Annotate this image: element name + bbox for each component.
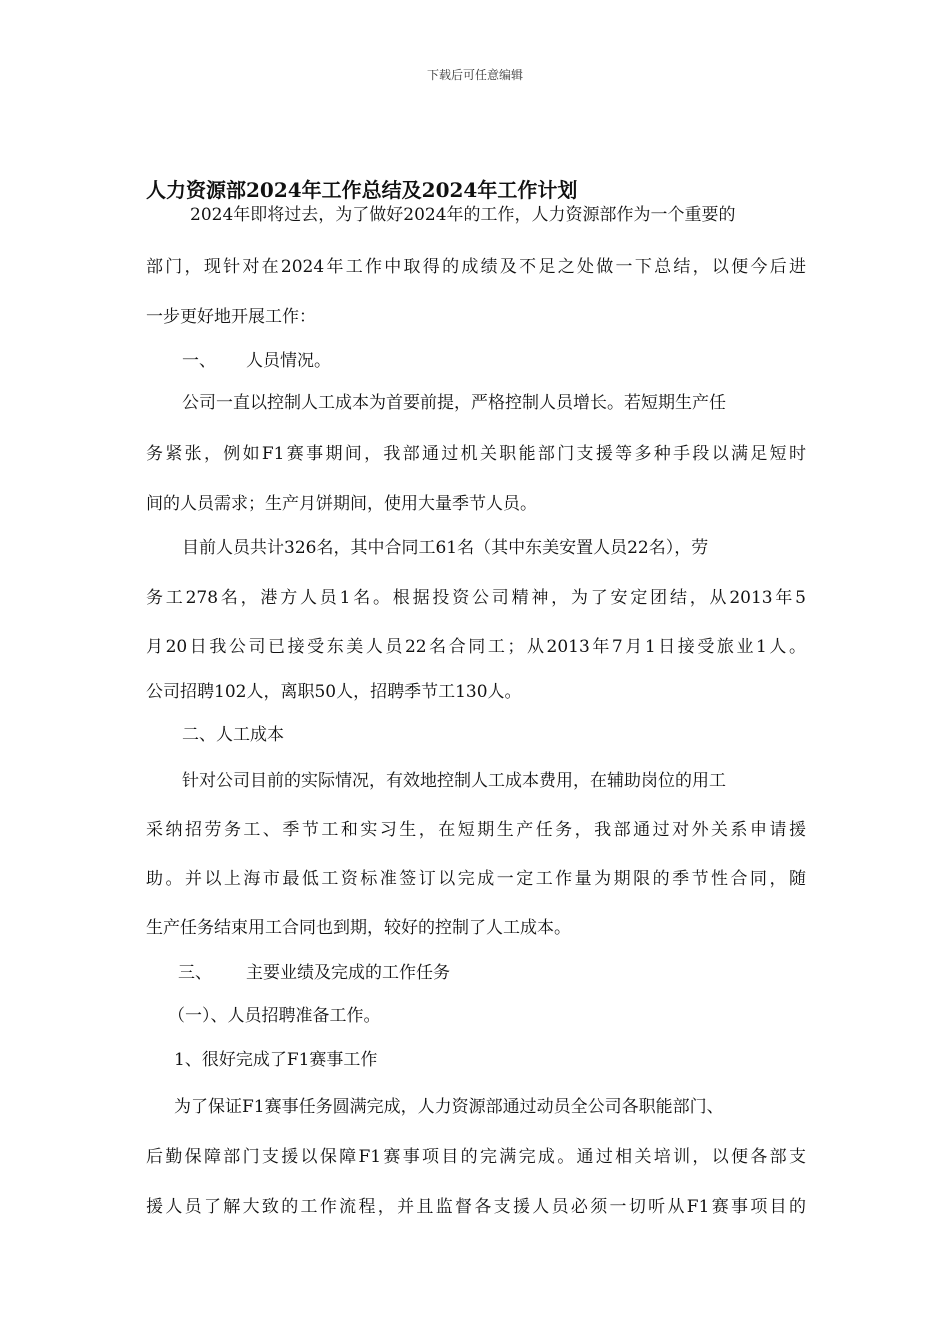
section2-para-line-3: 助。并以上海市最低工资标准签订以完成一定工作量为期限的季节性合同，随 [146,869,806,889]
section3-heading-num: 三、 [178,963,212,983]
section1-para1-line-1: 公司一直以控制人工成本为首要前提，严格控制人员增长。若短期生产任 [182,393,726,413]
section3-para-line-2: 后勤保障部门支援以保障F1赛事项目的完满完成。通过相关培训，以便各部支 [146,1147,806,1167]
section1-para1-line-3: 间的人员需求；生产月饼期间，使用大量季节人员。 [146,494,537,514]
section1-para1-line-2: 务紧张，例如F1赛事期间，我部通过机关职能部门支援等多种手段以满足短时 [146,444,806,464]
section3-item1: 1、很好完成了F1赛事工作 [174,1050,378,1070]
section1-para2-line-2: 务工278名，港方人员1名。根据投资公司精神，为了安定团结，从2013年5 [146,588,806,608]
document-title: 人力资源部2024年工作总结及2024年工作计划 [146,178,578,202]
section1-para2-line-3: 月20日我公司已接受东美人员22名合同工；从2013年7月1日接受旅业1人。 [146,637,806,657]
section1-para2-line-4: 公司招聘102人，离职50人，招聘季节工130人。 [146,682,522,702]
section3-para-line-1: 为了保证F1赛事任务圆满完成，人力资源部通过动员全公司各职能部门、 [174,1097,724,1117]
section3-heading-text: 主要业绩及完成的工作任务 [246,963,450,983]
section3-sub1: （一）、人员招聘准备工作。 [168,1006,381,1026]
section1-para2-line-1: 目前人员共计326名，其中合同工61名（其中东美安置人员22名），劳 [182,538,709,558]
section3-para-line-3: 援人员了解大致的工作流程，并且监督各支援人员必须一切听从F1赛事项目的 [146,1197,806,1217]
intro-line-1: 2024年即将过去，为了做好2024年的工作，人力资源部作为一个重要的 [190,205,736,225]
header-note: 下载后可任意编辑 [426,68,523,82]
intro-line-2: 部门，现针对在2024年工作中取得的成绩及不足之处做一下总结，以便今后进 [146,257,806,277]
intro-line-3: 一步更好地开展工作： [146,307,316,327]
section2-para-line-2: 采纳招劳务工、季节工和实习生，在短期生产任务，我部通过对外关系申请援 [146,820,806,840]
section2-para-line-4: 生产任务结束用工合同也到期，较好的控制了人工成本。 [146,918,571,938]
section1-heading-num: 一、 [182,351,216,371]
section2-para-line-1: 针对公司目前的实际情况，有效地控制人工成本费用，在辅助岗位的用工 [182,771,726,791]
section2-heading: 二、人工成本 [182,725,284,745]
section1-heading-text: 人员情况。 [246,351,331,371]
